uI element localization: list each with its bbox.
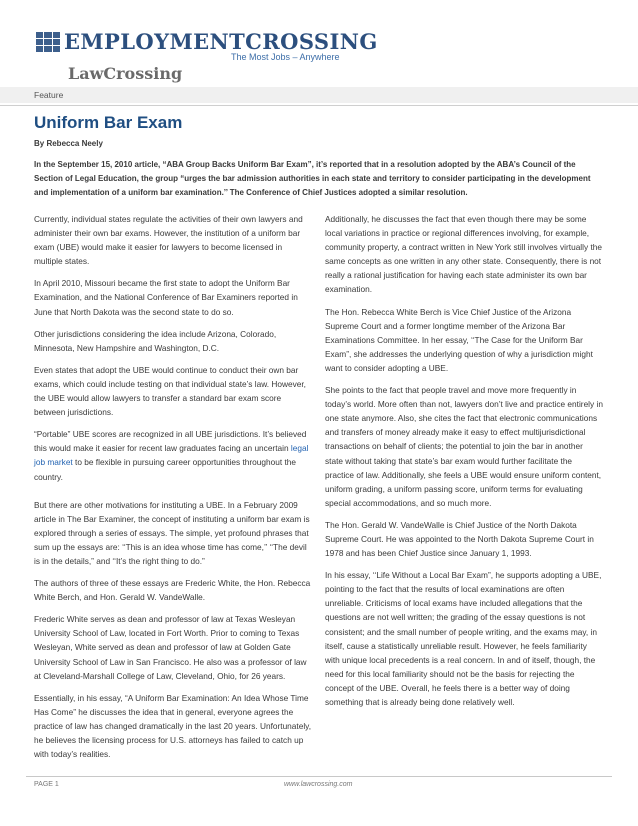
section-divider bbox=[0, 105, 638, 106]
paragraph: Essentially, in his essay, “A Uniform Bar Examination: An Idea Whose Time Has Come” he discusses the idea that in general, everyone agrees the practice of law has changed dramatically in the last 20 years. Unfortunately, he believes the licensing process for U.S. attorneys has failed to catch up with today’s realities. bbox=[34, 692, 312, 760]
logo-grid-icon bbox=[36, 32, 60, 52]
footer-site-link[interactable]: www.lawcrossing.com bbox=[284, 781, 353, 788]
paragraph: Additionally, he discusses the fact that even though there may be some local variations in practice or regional differences involving, for example, community property, a contract written in New York still involves virtually the same concepts as one written in any other state. Consequently, there is not really a rational justification for having each state administer its own bar examination. bbox=[325, 214, 602, 295]
article-lede: In the September 15, 2010 article, “ABA Group Backs Uniform Bar Exam”, it’s reported that in a resolution adopted by the ABA’s Council of the Section of Legal Education, the group “urges the bar admission authorities in each state and territory to consider participating in the development and implementation of a uniform bar examination.’’ The Conference of Chief Justices adopted a similar resolution. bbox=[34, 160, 591, 197]
logo-text: EMPLOYMENTCROSSING bbox=[64, 29, 378, 54]
employmentcrossing-logo[interactable] bbox=[36, 30, 378, 54]
article-byline: By Rebecca Neely bbox=[34, 139, 103, 148]
paragraph: In his essay, ‘‘Life Without a Local Bar Exam”, he supports adopting a UBE, pointing to the fact that the results of local examinations are often unreliable. Criticisms of local exams have included allegations that the questions are not well written; the grading of the essay questions is not consistent; and the small number of people writing, and the exams may, in itself, cause a statistically unreliable result. However, he feels familiarity with unique local precedents is a real concern. In and of itself, though, the need for this local familiarity should not be the basis for rejecting the concept of the UBE. Overall, he feels there is a better way of doing something that is already being done relatively well. bbox=[325, 570, 602, 707]
paragraph: The Hon. Gerald W. VandeWalle is Chief Justice of the North Dakota Supreme Court. He was appointed to the North Dakota Supreme Court in 1978 and has been Chief Justice since January 1, 1993. bbox=[325, 519, 594, 559]
paragraph bbox=[34, 427, 312, 483]
paragraph: The Hon. Rebecca White Berch is Vice Chief Justice of the Arizona Supreme Court and a former longtime member of the Arizona Bar Examinations Committee. In her essay, ‘‘The Case for the Uniform Bar Exam”, she addresses the underlying question of why a jurisdiction might want to consider adopting a UBE. bbox=[325, 306, 593, 373]
paragraph: Currently, individual states regulate the activities of their own lawyers and administer their own bar exams. However, the institution of a uniform bar exam (UBE) would make it easier for lawyers to become licensed in multiple states. bbox=[34, 214, 303, 267]
article-right-column bbox=[325, 212, 603, 717]
paragraph: The authors of three of these essays are Frederic White, the Hon. Rebecca White Berch, and Hon. Gerald W. VandeWalle. bbox=[34, 578, 311, 603]
paragraph-text: “Portable” UBE scores are recognized in all UBE jurisdictions. It’s believed this would make it easier for recent law graduates facing an uncertain bbox=[34, 429, 307, 454]
footer-divider bbox=[26, 776, 612, 777]
page-number: PAGE 1 bbox=[34, 781, 59, 788]
article-title: Uniform Bar Exam bbox=[34, 113, 183, 132]
logo-tagline: The Most Jobs – Anywhere bbox=[231, 52, 340, 62]
paragraph: Even states that adopt the UBE would continue to conduct their own bar exams, which could include testing on that individual state’s law. However, the UBE would allow lawyers to transfer a standard bar exam score between jurisdictions. bbox=[34, 364, 306, 418]
section-bar bbox=[0, 87, 638, 103]
section-label: Feature bbox=[34, 90, 64, 100]
paragraph: Other jurisdictions considering the idea include Arizona, Colorado, Minnesota, New Hampshire and Washington, D.C. bbox=[34, 328, 277, 353]
paragraph: In April 2010, Missouri became the first state to adopt the Uniform Bar Examination, and the National Conference of Bar Examiners reported in June that North Dakota was the second state to do so. bbox=[34, 278, 298, 317]
legal-job-market-link[interactable]: legal job market bbox=[34, 443, 309, 468]
paragraph: But there are other motivations for instituting a UBE. In a February 2009 article in The Bar Examiner, the concept of instituting a uniform bar exam is explored through a series of essays. The simple, yet profound phrases that sum up the essays are: ‘‘This is an idea whose time has come,’’ ‘‘The devil is in the details,” and ‘‘It’s the right thing to do.” bbox=[34, 499, 310, 566]
paragraph: She points to the fact that people travel and move more frequently in today’s world. More often than not, lawyers don’t live and practice entirely in one state anymore. Also, she cites the fact that electronic communications and transfers of money already make it easy to effect multijurisdictional transactions on behalf of clients; the potential to join the bar in another state without taking that state’s bar exam would further facilitate the practice of law. Additionally, she feels a UBE would ensure uniform content, uniform grading, a uniform passing score, uniform terms for evaluating special accommodations, and so much more. bbox=[325, 385, 603, 508]
paragraph: Frederic White serves as dean and professor of law at Texas Wesleyan University School of Law, located in Fort Worth. Prior to coming to Texas Wesleyan, White served as dean and professor of law at Golden Gate University School of Law in San Francisco. He also was a professor of law at Cleveland-Marshall College of Law, Cleveland, Ohio, for 26 years. bbox=[34, 614, 307, 681]
article-left-column bbox=[34, 212, 312, 769]
lawcrossing-logo[interactable]: LawCrossing bbox=[68, 64, 183, 83]
paragraph-text: to be flexible in pursuing career opportunities throughout the country. bbox=[34, 457, 296, 482]
